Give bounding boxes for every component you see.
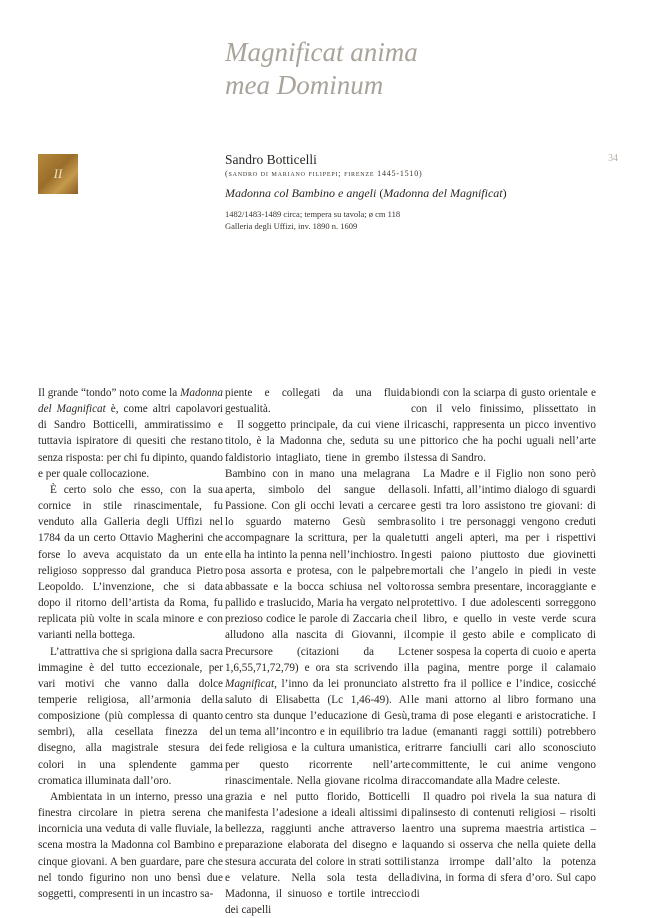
artwork-title [225, 186, 585, 201]
paragraph [38, 385, 223, 482]
title-line-2: mea Dominum [225, 70, 384, 100]
paragraph: piente e collegati da una fluida gestualità. [225, 387, 410, 416]
artist-name: Sandro Botticelli [225, 152, 317, 167]
page-number: 34 [608, 153, 618, 164]
title-line-1: Magnificat anima [225, 37, 418, 67]
paragraph: È certo solo che esso, con la sua cornice in stile rinascimentale, fu venduto alla Galleria degli Uffizi nel 1784 da un certo Ottavio Magherini che forse lo aveva acquistato da un ente religioso soppresso dal granduca Pietro Leopoldo. L’invenzione, che si data dopo il ritorno dell’artista da Roma, fu replicata più volte in scala minore e con varianti nella bottega. [38, 483, 223, 642]
text-run: , l’inno da lei pronunciato al saluto di Elisabetta (Lc 1,46-49). Al centro sta dunque l’educazione di Gesù, un tema all’incontro e in equilibrio tra la fede religiosa e la cultura umanistica, e per questo ricorrente nell’arte rinascimentale. Nella giovane ricolma di grazia e nel putto florido, Botticelli manifesta l’adesione a ideali altissimi di bellezza, raggiunti anche attraverso la preparazione elaborata del disegno e la stesura accurata del colore in strati sottili e velature. Nella sola testa della Madonna, il sinuoso e tortile intreccio dei capelli [225, 677, 410, 916]
artwork-caption [225, 151, 585, 232]
text-run-italic: Magnificat [225, 677, 275, 690]
text-run: Il soggetto principale, da cui viene il titolo, è la Madonna che, seduta su un faldistorio intagliato, tiene in grembo il Bambino con in mano una melagrana aperta, simbolo del sangue della Passione. Con gli occhi levati a cercare lo sguardo materno Gesù sembra accompagnare la scrittura, per la quale ella ha intinto la penna nell’inchiostro. In posa assorta e protesa, con le palpebre abbassate e la bocca schiusa nel volto pallido e traslucido, Maria ha vergato nel prezioso codice le parole di Zaccaria che alludono alla nascita di Giovanni, il Precursore (citazioni da Lc 1,6,55,71,72,79) e ora sta scrivendo il [225, 419, 410, 674]
work-alt-open: ( [376, 186, 384, 200]
artwork-meta [225, 208, 585, 232]
paragraph: Ambientata in un interno, presso una finestra circolare in pietra serena che incornicia una veduta di valle fluviale, la scena mostra la Madonna col Bambino e cinque giovani. A ben guardare, pare che nel tondo figurino non uno bensì due soggetti, compresenti in un incastro sa- [38, 790, 223, 900]
chapter-badge [38, 154, 78, 194]
paragraph: L’attrattiva che si sprigiona dalla sacra immagine è del tutto eccezionale, per vari motivi che vanno dalla dolce temperie religiosa, all’armonia della composizione (più complessa di quanto sembri), alla cesellata finezza del disegno, alla magistrale stesura dei colori in una splendente gamma cromatica illuminata dall’oro. [38, 645, 223, 787]
text-run: è, come altri capolavori di Sandro Botticelli, ammiratissimo e tuttavia ispiratore di quesiti che restano senza risposta: per chi fu dipinto, quando e per quale collocazione. [38, 403, 223, 480]
paragraph [225, 417, 410, 918]
work-title: Madonna col Bambino e angeli [225, 186, 377, 200]
work-alt-close: ) [502, 186, 507, 200]
paragraph: biondi con la sciarpa di gusto orientale e con il velo finissimo, plissettato in ricaschi, rappresenta un picco inventivo e pittorico che ha pochi uguali nell’arte stessa di Sandro. [411, 387, 596, 464]
text-column-1 [38, 385, 223, 902]
work-alt-title: Madonna del Magnificat [383, 186, 503, 200]
text-run-italic: Madonna del Magnificat [38, 387, 223, 416]
text-column-3 [411, 385, 596, 902]
chapter-number: II [53, 166, 63, 181]
text-column-2 [225, 385, 410, 918]
meta-line-2: Galleria degli Uffizi, inv. 1890 n. 1609 [225, 221, 358, 231]
text-run: Il grande “tondo” noto come la [38, 387, 181, 399]
page-title [225, 36, 555, 102]
meta-line-1: 1482/1483-1489 circa; tempera su tavola; ø cm 118 [225, 209, 401, 219]
artist-full-name: (sandro di mariano filipepi; firenze 1445-1510) [225, 169, 423, 178]
paragraph: La Madre e il Figlio non sono però soli. Infatti, all’intimo dialogo di sguardi e gesti tra loro assistono tre giovani: di solito i tre personaggi vengono creduti tutti angeli apteri, ma per i rispettivi gesti paiono piuttosto due giovinetti mortali che l’angelo in piedi in veste rossa sembra presentare, incoraggiante e protettivo. I due adolescenti sorreggono il libro, e quello in veste verde scura compie il gesto abile e complicato di tener sospesa la coperta di cuoio e aperta la pagina, mentre porge il calamaio stretto fra il pollice e l’indice, cosicché le mani attorno al libro formano una trama di pose eleganti e aristocratiche. I due (emananti raggi sottili) potrebbero ritrarre fanciulli cari allo sconosciuto committente, le cui anime vengono raccomandate alla Madre celeste. [411, 467, 596, 787]
paragraph: Il quadro poi rivela la sua natura di palinsesto di contenuti religiosi – risolti entro una suprema maestria artistica – quando si osserva che nella quiete della stanza irrompe dall’alto la potenza divina, in forma di sfera d’oro. Sul capo di [411, 790, 596, 900]
